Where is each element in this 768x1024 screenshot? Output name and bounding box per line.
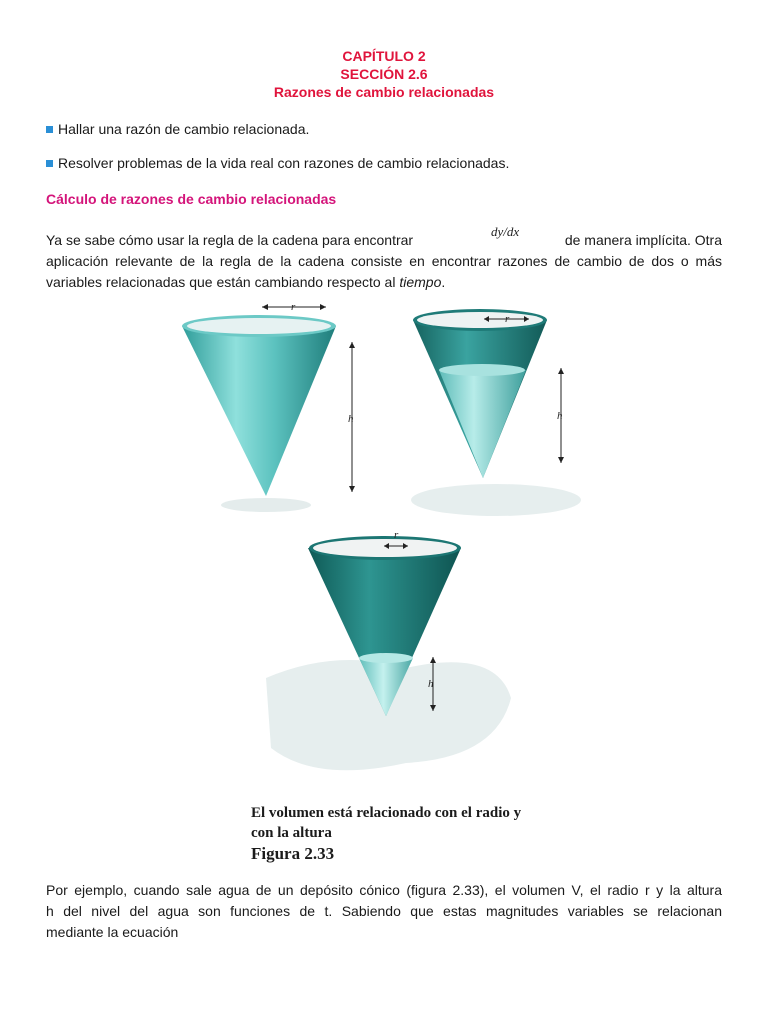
figure-cone-partial [411,300,586,525]
caption-line-2: con la altura [251,825,332,841]
intro-line-2: aplicación relevante de la regla de la cadena consiste en encontrar razones de cambio de dos o más [46,253,722,269]
intro-paragraph [46,230,722,293]
figure-cone-full [178,298,388,513]
chapter-heading: CAPÍTULO 2 [342,48,426,64]
bullet-square-icon [46,126,53,133]
height-label: h [557,410,563,422]
section-heading: SECCIÓN 2.6 [340,66,428,82]
intro-line-3: variables relacionadas que están cambiando respecto al tiempo. [46,274,446,290]
radius-label: r [505,313,510,325]
figure-caption [251,803,521,864]
objective-item [46,155,509,171]
height-label: h [428,678,434,690]
radius-label: r [394,529,399,541]
objective-item [46,121,309,137]
caption-line-1: El volumen está relacionado con el radio y [251,805,522,821]
example-line-2: h del nivel del agua son funciones de t. Sabiendo que estas magnitudes variables se relacionan [46,903,722,919]
objective-text: Hallar una razón de cambio relacionada. [58,121,310,137]
bullet-square-icon [46,160,53,167]
section-title: Razones de cambio relacionadas [273,84,495,100]
figure-label: Figura 2.33 [251,844,335,863]
height-label: h [348,413,354,425]
example-line-3: mediante la ecuación [46,924,179,940]
radius-label: r [291,301,296,313]
subsection-heading: Cálculo de razones de cambio relacionadas [46,191,337,207]
objective-text: Resolver problemas de la vida real con razones de cambio relacionadas. [58,155,510,171]
derivative-notation: dy/dx [491,224,520,239]
example-paragraph [46,880,722,943]
example-line-1: Por ejemplo, cuando sale agua de un depósito cónico (figura 2.33), el volumen V, el radio r y la altura [46,882,722,898]
figure-cone-low [256,528,514,790]
intro-text-after: de manera implícita. Otra [564,232,722,248]
intro-text-before: Ya se sabe cómo usar la regla de la cadena para encontrar [46,232,414,248]
